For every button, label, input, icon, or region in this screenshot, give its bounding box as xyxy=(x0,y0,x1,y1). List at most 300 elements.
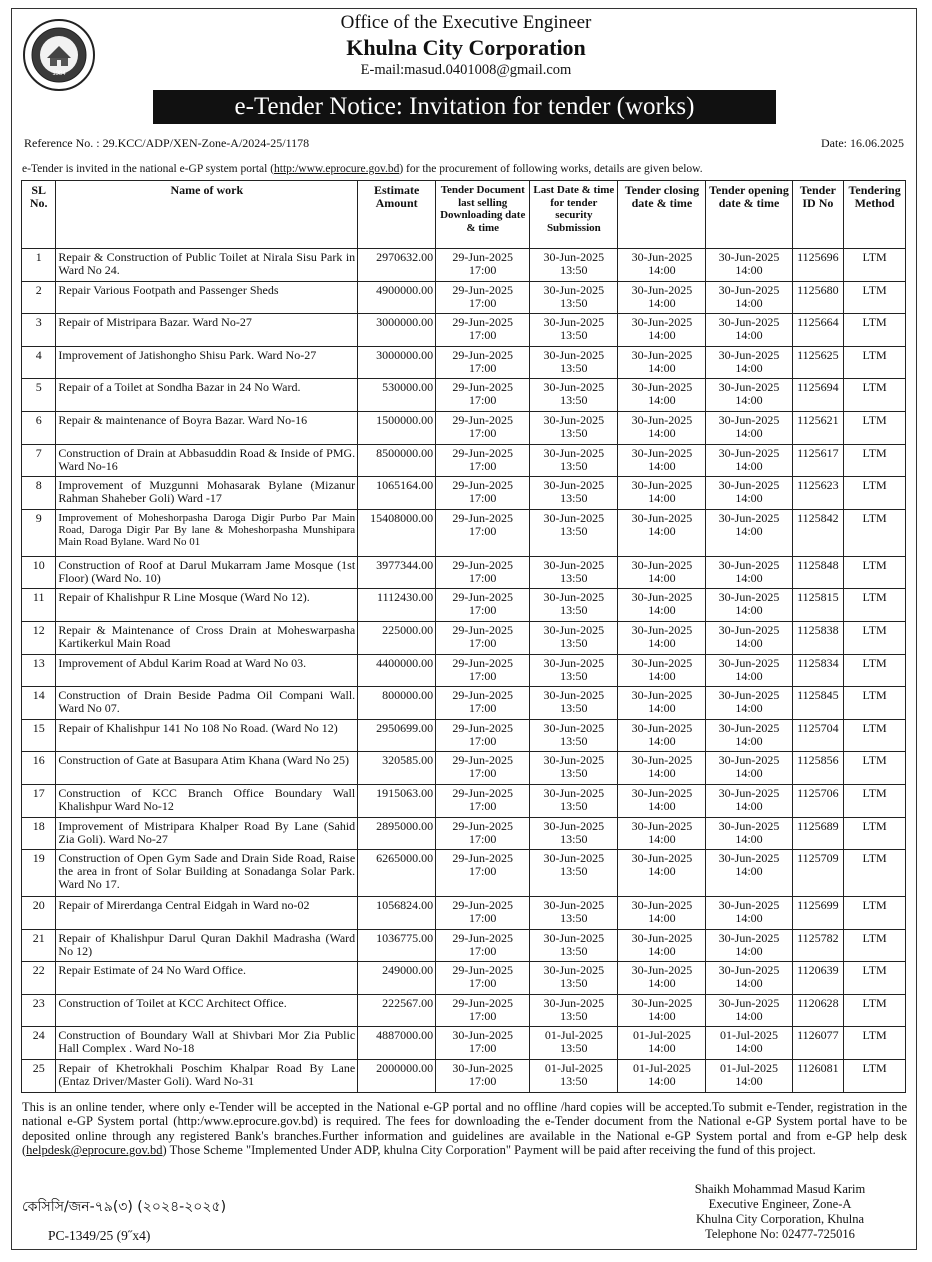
cell-sl-sl: 16 xyxy=(32,753,45,768)
cell-opening-open-date: 30-Jun-2025 xyxy=(718,412,780,427)
cell-security xyxy=(530,719,618,752)
cell-amount-amount: 4400000.00 xyxy=(376,655,434,670)
cell-name xyxy=(56,589,358,622)
cell-closing xyxy=(618,654,706,687)
cell-security-sec-date: 30-Jun-2025 xyxy=(543,557,605,572)
cell-doc-doc-date: 29-Jun-2025 xyxy=(452,622,514,637)
cell-opening-open-date: 30-Jun-2025 xyxy=(718,688,780,703)
cell-opening-open-date: 01-Jul-2025 xyxy=(720,1028,779,1043)
cell-doc xyxy=(436,994,530,1027)
cell-method-method: LTM xyxy=(862,1061,887,1076)
cell-doc xyxy=(436,346,530,379)
cell-opening-open-time: 14:00 xyxy=(735,425,763,440)
cell-opening-open-date: 30-Jun-2025 xyxy=(718,510,780,525)
cell-doc-doc-time: 17:00 xyxy=(469,943,497,958)
cell-id-id: 1125623 xyxy=(797,478,839,493)
cell-opening xyxy=(706,962,792,995)
cell-security-sec-time: 13:50 xyxy=(560,603,588,618)
cell-security-sec-date: 30-Jun-2025 xyxy=(543,753,605,768)
cell-security-sec-time: 13:50 xyxy=(560,328,588,343)
cell-sl xyxy=(22,346,56,379)
cell-opening-open-time: 14:00 xyxy=(735,831,763,846)
cell-doc xyxy=(436,249,530,282)
table-row xyxy=(22,346,906,379)
cell-sl-sl: 19 xyxy=(32,851,45,866)
cell-doc xyxy=(436,929,530,962)
cell-opening-open-date: 30-Jun-2025 xyxy=(718,851,780,866)
cell-opening-open-date: 30-Jun-2025 xyxy=(718,590,780,605)
cell-doc-doc-date: 29-Jun-2025 xyxy=(452,315,514,330)
cell-closing xyxy=(618,379,706,412)
cell-sl-sl: 8 xyxy=(35,478,42,493)
table-header-row xyxy=(22,181,906,249)
cell-security-sec-date: 30-Jun-2025 xyxy=(543,688,605,703)
cell-closing-close-time: 14:00 xyxy=(648,733,676,748)
table-row xyxy=(22,411,906,444)
cell-security xyxy=(530,411,618,444)
cell-opening-open-time: 14:00 xyxy=(735,701,763,716)
cell-closing xyxy=(618,850,706,897)
cell-doc xyxy=(436,621,530,654)
cell-name-name: Construction of Roof at Darul Mukarram Jame Mosque (1st Floor) (Ward No. 10) xyxy=(58,557,356,585)
cell-closing-close-date: 30-Jun-2025 xyxy=(631,995,693,1010)
cell-closing xyxy=(618,962,706,995)
cell-doc-doc-date: 29-Jun-2025 xyxy=(452,963,514,978)
intro-text xyxy=(22,163,902,175)
cell-security-sec-date: 30-Jun-2025 xyxy=(543,898,605,913)
cell-sl xyxy=(22,1027,56,1060)
cell-doc xyxy=(436,719,530,752)
cell-security-sec-date: 30-Jun-2025 xyxy=(543,445,605,460)
cell-id xyxy=(792,621,844,654)
cell-sl xyxy=(22,589,56,622)
cell-method xyxy=(844,1027,906,1060)
cell-doc xyxy=(436,1027,530,1060)
cell-closing-close-time: 14:00 xyxy=(648,1008,676,1023)
cell-doc-doc-date: 29-Jun-2025 xyxy=(452,510,514,525)
cell-opening-open-date: 30-Jun-2025 xyxy=(718,347,780,362)
header-amount: Estimate Amount xyxy=(358,181,436,249)
cell-sl xyxy=(22,897,56,930)
cell-security xyxy=(530,817,618,850)
cell-amount xyxy=(358,1027,436,1060)
cell-amount xyxy=(358,314,436,347)
cell-method xyxy=(844,281,906,314)
cell-opening xyxy=(706,444,792,477)
cell-security-sec-time: 13:50 xyxy=(560,733,588,748)
cell-name-name: Repair of a Toilet at Sondha Bazar in 24 No Ward. xyxy=(58,380,301,395)
signatory-phone: Telephone No: 02477-725016 xyxy=(705,1227,855,1241)
cell-doc-doc-time: 17:00 xyxy=(469,458,497,473)
cell-id xyxy=(792,1060,844,1093)
cell-amount xyxy=(358,509,436,556)
cell-security-sec-time: 13:50 xyxy=(560,491,588,506)
cell-sl-sl: 4 xyxy=(35,347,42,362)
cell-sl xyxy=(22,621,56,654)
cell-security-sec-time: 13:50 xyxy=(560,831,588,846)
cell-closing xyxy=(618,556,706,589)
signatory-name: Shaikh Mohammad Masud Karim xyxy=(694,1182,866,1196)
cell-sl-sl: 25 xyxy=(32,1061,45,1076)
cell-id xyxy=(792,411,844,444)
cell-name xyxy=(56,817,358,850)
cell-name-name: Repair & maintenance of Boyra Bazar. Ward No-16 xyxy=(58,412,308,427)
cell-doc-doc-date: 29-Jun-2025 xyxy=(452,347,514,362)
cell-opening-open-time: 14:00 xyxy=(735,523,763,538)
cell-doc xyxy=(436,784,530,817)
cell-method-method: LTM xyxy=(862,851,887,866)
cell-name-name: Repair of Mirerdanga Central Eidgah in Ward no-02 xyxy=(58,898,310,913)
cell-doc xyxy=(436,314,530,347)
cell-doc-doc-time: 17:00 xyxy=(469,635,497,650)
cell-amount xyxy=(358,477,436,510)
cell-closing-close-date: 30-Jun-2025 xyxy=(631,655,693,670)
cell-opening xyxy=(706,687,792,720)
cell-closing xyxy=(618,897,706,930)
cell-closing-close-date: 01-Jul-2025 xyxy=(632,1028,691,1043)
cell-opening xyxy=(706,314,792,347)
cell-security-sec-date: 30-Jun-2025 xyxy=(543,930,605,945)
cell-method xyxy=(844,346,906,379)
cell-sl-sl: 24 xyxy=(32,1028,45,1043)
cell-doc-doc-time: 17:00 xyxy=(469,766,497,781)
cell-security xyxy=(530,444,618,477)
cell-id-id: 1125845 xyxy=(797,688,839,703)
cell-doc xyxy=(436,1060,530,1093)
cell-security-sec-date: 30-Jun-2025 xyxy=(543,995,605,1010)
cell-closing-close-date: 30-Jun-2025 xyxy=(631,753,693,768)
cell-opening xyxy=(706,621,792,654)
cell-sl-sl: 2 xyxy=(35,282,42,297)
cell-name xyxy=(56,411,358,444)
table-row xyxy=(22,752,906,785)
cell-closing-close-date: 30-Jun-2025 xyxy=(631,445,693,460)
cell-method xyxy=(844,719,906,752)
cell-closing-close-date: 30-Jun-2025 xyxy=(631,930,693,945)
cell-method-method: LTM xyxy=(862,655,887,670)
table-row xyxy=(22,314,906,347)
cell-amount-amount: 4887000.00 xyxy=(376,1028,434,1043)
cell-opening-open-time: 14:00 xyxy=(735,1041,763,1056)
cell-security-sec-time: 13:50 xyxy=(560,766,588,781)
cell-name-name: Repair of Khalishpur Darul Quran Dakhil Madrasha (Ward No 12) xyxy=(58,930,356,958)
cell-method-method: LTM xyxy=(862,380,887,395)
cell-amount-amount: 320585.00 xyxy=(382,753,434,768)
cell-name-name: Repair of Khetrokhali Poschim Khalpar Road By Lane (Entaz Driver/Master Goli). Ward No-31 xyxy=(58,1061,356,1089)
cell-opening-open-date: 30-Jun-2025 xyxy=(718,655,780,670)
cell-method-method: LTM xyxy=(862,347,887,362)
cell-closing-close-date: 30-Jun-2025 xyxy=(631,851,693,866)
cell-sl xyxy=(22,994,56,1027)
cell-closing xyxy=(618,1060,706,1093)
cell-closing xyxy=(618,314,706,347)
cell-amount xyxy=(358,719,436,752)
cell-id xyxy=(792,784,844,817)
cell-security xyxy=(530,509,618,556)
cell-id xyxy=(792,589,844,622)
cell-sl-sl: 20 xyxy=(32,898,45,913)
cell-opening-open-time: 14:00 xyxy=(735,798,763,813)
cell-name-name: Construction of Open Gym Sade and Drain Side Road, Raise the area in front of Solar Building at Sonadanga Solar Park. Ward No 17. xyxy=(58,851,356,892)
cell-amount xyxy=(358,411,436,444)
cell-closing-close-time: 14:00 xyxy=(648,425,676,440)
cell-sl xyxy=(22,817,56,850)
cell-doc-doc-time: 17:00 xyxy=(469,798,497,813)
cell-closing-close-time: 14:00 xyxy=(648,458,676,473)
cell-security xyxy=(530,784,618,817)
cell-security xyxy=(530,346,618,379)
intro-after: ) for the procurement of following works, details are given below. xyxy=(399,163,703,175)
cell-doc xyxy=(436,411,530,444)
cell-sl-sl: 9 xyxy=(35,510,42,525)
cell-doc-doc-date: 29-Jun-2025 xyxy=(452,412,514,427)
table-row xyxy=(22,929,906,962)
cell-opening-open-time: 14:00 xyxy=(735,570,763,585)
cell-security xyxy=(530,752,618,785)
cell-doc-doc-time: 17:00 xyxy=(469,360,497,375)
cell-security-sec-time: 13:50 xyxy=(560,393,588,408)
cell-security-sec-date: 30-Jun-2025 xyxy=(543,720,605,735)
cell-closing-close-date: 30-Jun-2025 xyxy=(631,622,693,637)
cell-closing-close-time: 14:00 xyxy=(648,635,676,650)
table-row xyxy=(22,654,906,687)
eprocure-link[interactable]: http:/www.eprocure.gov.bd xyxy=(274,163,400,175)
cell-name xyxy=(56,850,358,897)
cell-opening-open-time: 14:00 xyxy=(735,1074,763,1089)
cell-amount-amount: 1915063.00 xyxy=(376,785,434,800)
cell-doc-doc-time: 17:00 xyxy=(469,491,497,506)
cell-doc-doc-date: 29-Jun-2025 xyxy=(452,851,514,866)
cell-method xyxy=(844,994,906,1027)
cell-method xyxy=(844,477,906,510)
cell-doc-doc-date: 29-Jun-2025 xyxy=(452,720,514,735)
cell-closing-close-time: 14:00 xyxy=(648,603,676,618)
cell-sl xyxy=(22,281,56,314)
cell-id xyxy=(792,962,844,995)
cell-doc-doc-date: 29-Jun-2025 xyxy=(452,995,514,1010)
cell-opening xyxy=(706,1060,792,1093)
table-row xyxy=(22,249,906,282)
cell-opening-open-date: 30-Jun-2025 xyxy=(718,898,780,913)
cell-id-id: 1125689 xyxy=(797,818,839,833)
cell-amount-amount: 1065164.00 xyxy=(376,478,434,493)
cell-amount-amount: 4900000.00 xyxy=(376,282,434,297)
cell-doc-doc-time: 17:00 xyxy=(469,523,497,538)
cell-doc-doc-date: 29-Jun-2025 xyxy=(452,557,514,572)
cell-method xyxy=(844,817,906,850)
cell-id xyxy=(792,719,844,752)
cell-opening-open-date: 30-Jun-2025 xyxy=(718,753,780,768)
cell-method xyxy=(844,687,906,720)
cell-opening-open-date: 30-Jun-2025 xyxy=(718,315,780,330)
cell-doc-doc-time: 17:00 xyxy=(469,1074,497,1089)
cell-security xyxy=(530,314,618,347)
tender-table xyxy=(21,180,906,1093)
cell-id xyxy=(792,752,844,785)
cell-name-name: Construction of Toilet at KCC Architect Office. xyxy=(58,995,287,1010)
cell-doc-doc-time: 17:00 xyxy=(469,668,497,683)
cell-amount xyxy=(358,817,436,850)
cell-sl-sl: 6 xyxy=(35,412,42,427)
cell-closing-close-date: 30-Jun-2025 xyxy=(631,315,693,330)
cell-id xyxy=(792,994,844,1027)
cell-amount xyxy=(358,687,436,720)
cell-id xyxy=(792,249,844,282)
cell-id-id: 1125848 xyxy=(797,557,839,572)
cell-security-sec-date: 30-Jun-2025 xyxy=(543,315,605,330)
table-row xyxy=(22,994,906,1027)
cell-doc-doc-time: 17:00 xyxy=(469,263,497,277)
cell-opening xyxy=(706,556,792,589)
cell-id xyxy=(792,444,844,477)
cell-amount-amount: 8500000.00 xyxy=(376,445,434,460)
cell-opening xyxy=(706,379,792,412)
cell-amount-amount: 2895000.00 xyxy=(376,818,434,833)
cell-name xyxy=(56,687,358,720)
cell-security-sec-time: 13:50 xyxy=(560,1041,588,1056)
cell-closing-close-date: 30-Jun-2025 xyxy=(631,380,693,395)
cell-closing-close-time: 14:00 xyxy=(648,570,676,585)
intro-before: e-Tender is invited in the national e-GP system portal ( xyxy=(22,163,275,175)
cell-method-method: LTM xyxy=(862,688,887,703)
cell-method xyxy=(844,929,906,962)
signatory-title: Executive Engineer, Zone-A xyxy=(708,1197,852,1211)
cell-security-sec-date: 30-Jun-2025 xyxy=(543,510,605,525)
cell-method-method: LTM xyxy=(862,785,887,800)
cell-closing xyxy=(618,621,706,654)
cell-id-id: 1120639 xyxy=(797,963,839,978)
cell-name xyxy=(56,1027,358,1060)
cell-security-sec-date: 01-Jul-2025 xyxy=(544,1028,603,1043)
cell-id-id: 1125699 xyxy=(797,898,839,913)
cell-doc-doc-time: 17:00 xyxy=(469,328,497,343)
cell-sl-sl: 23 xyxy=(32,995,45,1010)
cell-security-sec-time: 13:50 xyxy=(560,976,588,991)
header-closing: Tender closing date & time xyxy=(618,181,706,249)
cell-closing-close-date: 30-Jun-2025 xyxy=(631,818,693,833)
cell-id-id: 1125834 xyxy=(797,655,839,670)
cell-doc xyxy=(436,379,530,412)
cell-closing xyxy=(618,444,706,477)
cell-name xyxy=(56,379,358,412)
cell-closing xyxy=(618,994,706,1027)
cell-closing-close-time: 14:00 xyxy=(648,798,676,813)
cell-opening-open-date: 30-Jun-2025 xyxy=(718,380,780,395)
cell-id xyxy=(792,1027,844,1060)
cell-id xyxy=(792,897,844,930)
cell-id-id: 1125709 xyxy=(797,851,839,866)
cell-opening xyxy=(706,994,792,1027)
cell-name xyxy=(56,752,358,785)
cell-method-method: LTM xyxy=(862,412,887,427)
cell-opening-open-time: 14:00 xyxy=(735,1008,763,1023)
cell-doc-doc-date: 29-Jun-2025 xyxy=(452,688,514,703)
cell-amount xyxy=(358,379,436,412)
cell-sl xyxy=(22,784,56,817)
cell-doc-doc-date: 29-Jun-2025 xyxy=(452,478,514,493)
cell-security-sec-date: 30-Jun-2025 xyxy=(543,250,605,264)
cell-closing xyxy=(618,509,706,556)
cell-closing xyxy=(618,1027,706,1060)
cell-id-id: 1126081 xyxy=(797,1061,839,1076)
cell-doc-doc-time: 17:00 xyxy=(469,864,497,879)
cell-opening xyxy=(706,752,792,785)
cell-security-sec-date: 30-Jun-2025 xyxy=(543,590,605,605)
cell-opening xyxy=(706,850,792,897)
memo-number: কেসিসি/জন-৭৯(৩) (২০২৪-২০২৫) xyxy=(22,1199,227,1215)
cell-closing-close-time: 14:00 xyxy=(648,523,676,538)
cell-security xyxy=(530,929,618,962)
cell-opening-open-time: 14:00 xyxy=(735,393,763,408)
cell-doc-doc-time: 17:00 xyxy=(469,393,497,408)
cell-name xyxy=(56,1060,358,1093)
cell-method-method: LTM xyxy=(862,1028,887,1043)
cell-sl-sl: 10 xyxy=(32,557,45,572)
cell-sl xyxy=(22,379,56,412)
table-row xyxy=(22,1060,906,1093)
cell-doc xyxy=(436,477,530,510)
header-security: Last Date & time for tender security Submission xyxy=(530,181,618,249)
cell-sl xyxy=(22,929,56,962)
notice-date: Date: 16.06.2025 xyxy=(821,136,904,150)
cell-closing-close-time: 14:00 xyxy=(648,943,676,958)
cell-closing-close-date: 30-Jun-2025 xyxy=(631,282,693,297)
cell-security-sec-date: 30-Jun-2025 xyxy=(543,818,605,833)
header-opening: Tender opening date & time xyxy=(706,181,792,249)
cell-opening xyxy=(706,346,792,379)
cell-security-sec-time: 13:50 xyxy=(560,458,588,473)
cell-name-name: Repair of Mistripara Bazar. Ward No-27 xyxy=(58,315,252,330)
cell-sl xyxy=(22,654,56,687)
corporation-name: Khulna City Corporation xyxy=(346,35,586,60)
cell-doc xyxy=(436,850,530,897)
cell-opening xyxy=(706,281,792,314)
cell-id-id: 1125680 xyxy=(797,282,839,297)
cell-sl xyxy=(22,477,56,510)
cell-doc-doc-time: 17:00 xyxy=(469,603,497,618)
helpdesk-email[interactable]: helpdesk@eprocure.gov.bd xyxy=(26,1142,163,1157)
cell-security xyxy=(530,1027,618,1060)
cell-sl-sl: 1 xyxy=(35,250,42,264)
cell-closing-close-time: 14:00 xyxy=(648,328,676,343)
cell-method-method: LTM xyxy=(862,818,887,833)
cell-doc-doc-time: 17:00 xyxy=(469,1008,497,1023)
cell-security xyxy=(530,477,618,510)
cell-method-method: LTM xyxy=(862,445,887,460)
cell-amount-amount: 3000000.00 xyxy=(376,347,434,362)
cell-method xyxy=(844,850,906,897)
table-row xyxy=(22,556,906,589)
table-body xyxy=(22,249,906,1093)
cell-sl xyxy=(22,850,56,897)
cell-security-sec-date: 30-Jun-2025 xyxy=(543,380,605,395)
cell-opening-open-time: 14:00 xyxy=(735,733,763,748)
cell-amount-amount: 225000.00 xyxy=(382,622,434,637)
cell-opening xyxy=(706,249,792,282)
cell-closing xyxy=(618,411,706,444)
cell-security-sec-time: 13:50 xyxy=(560,864,588,879)
cell-doc xyxy=(436,897,530,930)
table-row xyxy=(22,719,906,752)
cell-doc xyxy=(436,752,530,785)
cell-closing-close-date: 30-Jun-2025 xyxy=(631,898,693,913)
cell-doc xyxy=(436,589,530,622)
cell-security-sec-time: 13:50 xyxy=(560,798,588,813)
cell-amount xyxy=(358,281,436,314)
footer-text-2: ) Those Scheme "Implemented Under ADP, khulna City Corporation" Payment will be paid after receiving the fund of this project. xyxy=(162,1142,816,1157)
cell-doc-doc-date: 29-Jun-2025 xyxy=(452,250,514,264)
cell-name-name: Construction of Drain Beside Padma Oil Compani Wall. Ward No 07. xyxy=(58,688,356,716)
